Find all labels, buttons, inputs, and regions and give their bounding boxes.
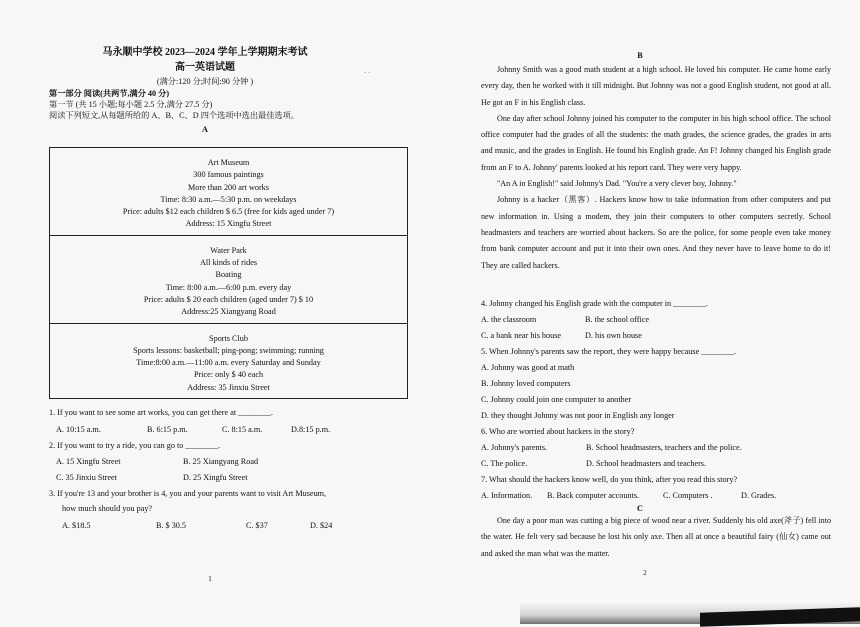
ad-line: Boating [215,270,242,280]
q7-option-c: C. Computers . [663,491,713,500]
paragraph: One day a poor man was cutting a big piece of wood near a river. Suddenly his old axe(斧子) fell into the water. He felt very sad because he lost his only axe. Then all at once a beautiful fairy (仙女) came out and asked the man what was the matter. [481,516,831,558]
ad-line: Price: adults $12 each children $ 6.5 (free for kids aged under 7) [122,207,335,217]
ad-line: 300 famous paintings [193,170,264,180]
subject-title: 高一英语试题 [175,62,235,73]
q7-option-d: D. Grades. [741,491,777,500]
paragraph: Johnny is a hacker（黑客）. Hackers know how to take information from other computers and put new information in. Using a modem, they join their computers to other computers secretly. School headmasters and teachers are worried about hackers. So are the police, for some people even take money from bank computer account and put it into their own ones. And they never have to leave home to do it! They are called hackers. [481,195,831,270]
ad-line: Sports lessons: basketball; ping-pong; swimming; running [133,345,324,355]
ad-title: Sports Club [209,333,248,343]
q6-option-c: C. The police. [481,459,528,468]
q4-option-d: D. his own house [585,331,642,340]
passage-a-letter: A [202,125,208,134]
q5-option-a: A. Johnny was good at math [481,363,575,372]
ad-water-park [50,236,407,324]
q1-option-c: C. 8:15 a.m. [222,425,263,434]
right-page [430,0,860,624]
section-heading: 第一节 (共 15 小题;每小题 2.5 分,满分 27.5 分) [49,100,213,109]
question-3-continued: how much should you pay? [62,504,153,513]
question-1: 1. If you want to see some art works, you can get there at ________. [49,408,273,417]
ad-line: Address: 35 Jinxiu Street [187,382,270,392]
q4-option-b: B. the school office [585,315,649,324]
ad-line: Address: 15 Xingfu Street [185,219,272,229]
school-title: 马永顺中学校 2023—2024 学年上学期期末考试 [102,47,308,58]
q7-option-b: B. Back computer accounts. [547,491,640,500]
ad-title: Art Museum [207,158,250,167]
ad-line: Time:8:00 a.m.—11:00 a.m. every Saturday and Sunday [136,358,321,368]
ad-line: Address:25 Xiangyang Road [181,307,276,317]
q2-option-a: A. 15 Xingfu Street [56,457,121,466]
scan-mark: · · [364,69,371,77]
q5-option-c: C. Johnny could join one computer to another [481,395,632,404]
page-number-1: 1 [208,575,212,583]
q3-option-c: C. $37 [246,521,268,530]
ad-line: Price: only $ 40 each [193,370,264,380]
passage-c-text [481,513,831,562]
question-4: 4. Johnny changed his English grade with the computer in ________. [481,299,708,308]
instruction: 阅读下列短文,从每题所给的 A、B、C、D 四个选项中选出最佳选项。 [49,111,299,120]
q1-option-b: B. 6:15 p.m. [147,425,188,434]
question-2: 2. If you want to try a ride, you can go to ________. [49,441,221,450]
q3-option-a: A. $18.5 [62,521,91,530]
ad-line: Time: 8:00 a.m.—6:00 p.m. every day [165,282,292,292]
page-number-2: 2 [643,569,647,577]
ad-sports-club [50,324,407,398]
score-time: (满分:120 分;时间:90 分钟 ) [156,77,254,86]
q7-option-a: A. Information. [481,491,533,500]
q2-option-c: C. 35 Jinxiu Street [56,473,117,482]
paragraph: "An A in English!" said Johnny's Dad. "You're a very clever boy, Johnny." [497,179,737,189]
ad-title: Water Park [210,245,247,255]
ad-line: Time: 8:30 a.m.—5:30 p.m. on weekdays [160,194,297,204]
q6-option-b: B. School headmasters, teachers and the police. [586,443,742,452]
passage-b-letter: B [637,51,643,60]
q5-option-b: B. Johnny loved computers [481,379,571,388]
ad-line: Price: adults $ 20 each children (aged under 7) $ 10 [143,294,314,304]
paragraph: Johnny Smith was a good math student at a high school. He loved his computer. He came home early every day, then he worked with it till midnight. But Johnny was not a good English student, not good at all. He got an F in his English class. [481,65,831,107]
part-heading: 第一部分 阅读(共两节,满分 40 分) [49,89,170,98]
q1-option-a: A. 10:15 a.m. [56,425,101,434]
q6-option-a: A. Johnny's parents. [481,443,548,452]
ad-line: All kinds of rides [199,258,258,268]
q2-option-d: D. 25 Xingfu Street [183,473,248,482]
question-3: 3. If you're 13 and your brother is 4, you and your parents want to visit Art Museum, [49,489,327,498]
q1-option-d: D.8:15 p.m. [291,425,331,434]
passage-c-letter: C [637,504,643,513]
q5-option-d: D. they thought Johnny was not poor in English any longer [481,411,675,420]
paragraph: One day after school Johnny joined his computer to the computer in his high school office. The school office computer had the grades of all the students: the math grades, the science grades, the grades in arts and music, and the grades in English. He found his English grade. An F! Johnny changed his English grade from an F to A. Johnny' parents looked at his report card. They were very happy. [481,113,831,172]
q6-option-d: D. School headmasters and teachers. [586,459,707,468]
question-7: 7. What should the hackers know well, do you think, after you read this story? [481,475,738,484]
q4-option-a: A. the classroom [481,315,537,324]
ad-art-museum [50,148,407,236]
question-5: 5. When Johnny's parents saw the report, they were happy because ________. [481,347,737,356]
q4-option-c: C. a bank near his house [481,331,562,340]
q2-option-b: B. 25 Xiangyang Road [183,457,259,466]
left-page [0,0,430,624]
q3-option-d: D. $24 [310,521,333,530]
advertisement-box [49,147,408,399]
ad-line: More than 200 art works [188,182,269,192]
q3-option-b: B. $ 30.5 [156,521,187,530]
question-6: 6. Who are worried about hackers in the story? [481,427,635,436]
passage-b-text [481,62,831,274]
